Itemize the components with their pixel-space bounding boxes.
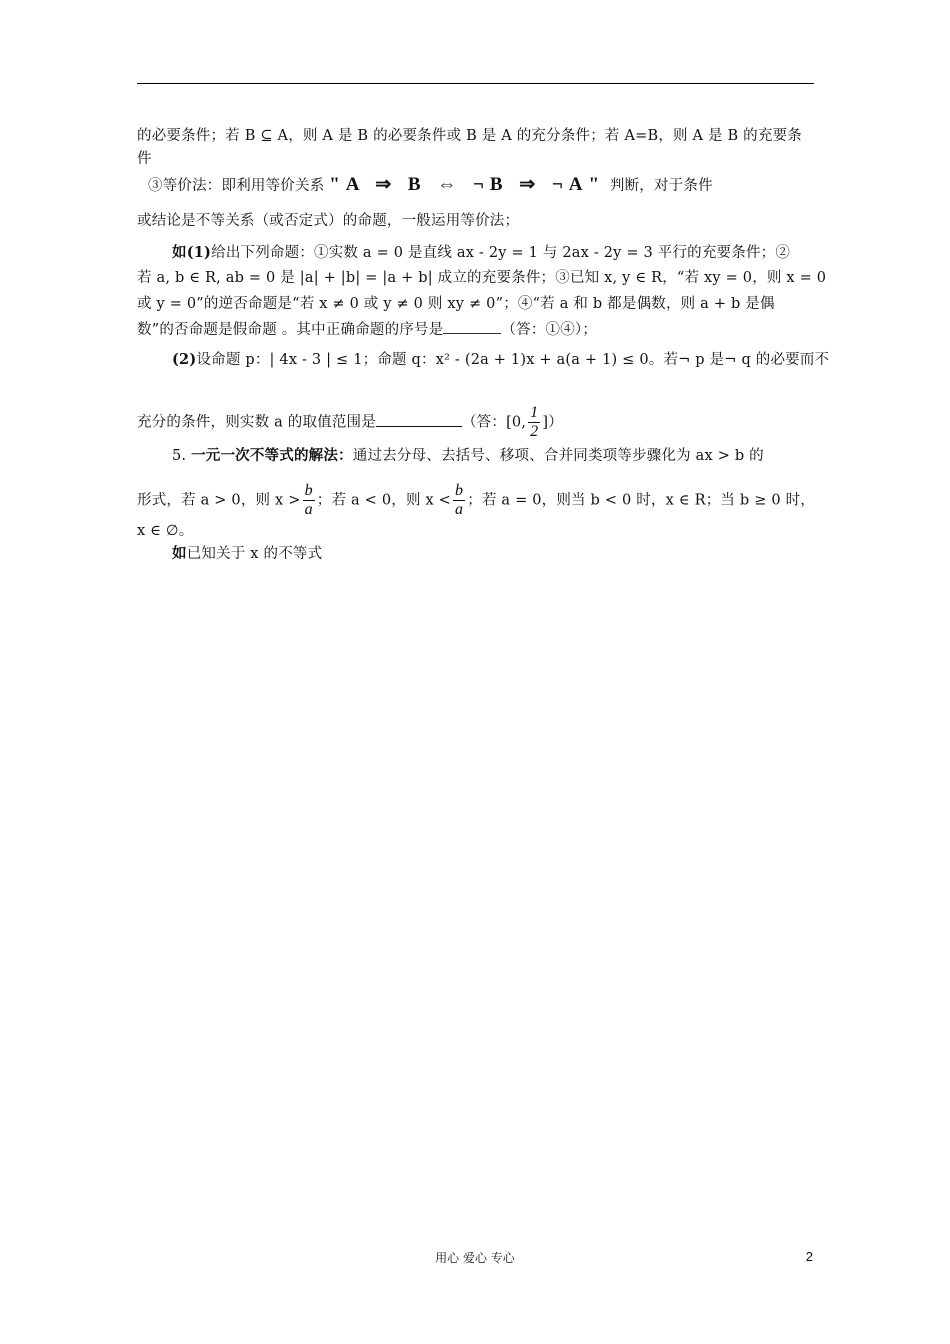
text-line-3 [148,175,825,196]
example-1-text: 给出下列命题：①实数 a = 0 是直线 ax - 2y = 1 与 2ax - 2y = 3 平行的充要条件；② [211,245,791,261]
text-line-6: 若 a, b ∈ R, ab = 0 是 |a| + |b| = |a + b| 成立的充要条件；③已知 x, y ∈ R，“若 xy = 0，则 x = 0 [137,270,827,286]
example-3-text: 已知关于 x 的不等式 [186,546,323,562]
question-text: 数”的否命题是假命题 。其中正确命题的序号是 [137,322,444,338]
equivalence-tail: 判断，对于条件 [609,178,713,194]
example-label: 如(1) [172,244,212,261]
range-question: 充分的条件，则实数 a 的取值范围是 [137,414,376,431]
header-rule [137,83,814,84]
page-number: 2 [805,1249,813,1264]
answer-text: （答：①④）； [501,322,598,338]
range-answer-close: ]） [542,414,563,431]
text-line-14 [172,544,849,564]
fraction-b-over-a-2: $\frac{b}{a}$ [455,482,464,518]
fraction-b-over-a: $\frac{b}{a}$ [304,482,313,518]
case-a-positive: 形式，若 a > 0，则 x > [137,492,301,509]
footer-motto: 用心 爱心 专心 [435,1251,515,1265]
section-number: 5. [172,448,187,464]
range-answer-open: （答：[0, [461,414,527,431]
text-line-8 [137,320,814,340]
example-2-text: 设命题 p：| 4x - 3 | ≤ 1；命题 q：x² - (2a + 1)x + a(a + 1) ≤ 0。若¬ p 是¬ q 的必要而不 [196,352,830,368]
case-a-negative: ；若 a < 0，则 x < [316,492,451,509]
text-line-1: 的必要条件；若 B ⊆ A，则 A 是 B 的必要条件或 B 是 A 的充分条件；若 A=B，则 A 是 B 的充要条 [137,128,802,144]
example-3-label: 如 [172,545,187,562]
text-line-10 [137,404,814,441]
text-line-7: 或 y = 0”的逆否命题是“若 x ≠ 0 或 y ≠ 0 则 xy ≠ 0”；④“若 a 和 b 都是偶数，则 a + b 是偶 [137,296,775,312]
case-a-zero: ；若 a = 0，则当 b < 0 时，x ∈ R；当 b ≥ 0 时， [467,492,815,509]
text-line-2: 件 [137,151,152,167]
equivalence-method-label: ③等价法：即利用等价关系 [148,178,325,194]
text-line-5 [172,243,849,263]
fraction-one-half: $\frac{1}{2}$ [530,404,539,440]
section-text: 通过去分母、去括号、移项、合并同类项等步骤化为 ax > b 的 [352,448,764,464]
text-line-12 [137,482,814,519]
section-title: 一元一次不等式的解法： [191,447,353,464]
range-blank [376,414,462,427]
text-line-11 [172,446,849,466]
equivalence-formula: "A ⇒ B ⇔ ¬B ⇒ ¬A" [329,174,606,195]
text-line-4: 或结论是不等关系（或否定式）的命题，一般运用等价法； [137,213,520,229]
answer-blank [443,321,501,334]
text-line-9 [172,350,849,370]
text-line-13: x ∈ ∅。 [137,523,194,539]
example-2-label: (2) [172,351,197,368]
